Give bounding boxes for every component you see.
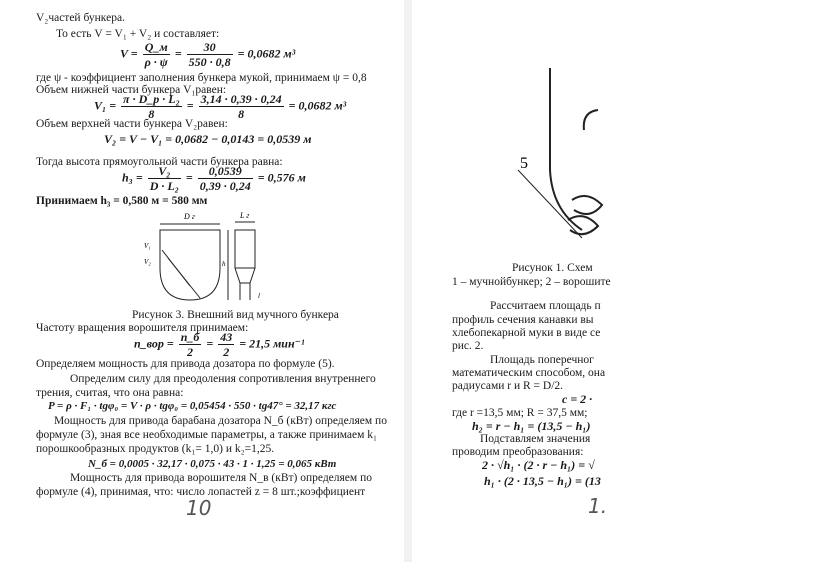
eq-den: 2 [223,345,230,359]
figure-label-5: 5 [520,155,528,172]
eq-den: 2 [187,345,194,359]
text-line: Мощность для привода ворошителя N_в (кВт) определяем по [70,472,372,484]
eq-lhs: h₃ = [122,170,143,185]
fig-label-v1: V₁ [144,242,151,250]
eq-result: = 21,5 мин⁻¹ [239,336,305,351]
eq-num: 43 [220,330,233,344]
text-line: Мощность для привода барабана дозатора N_б (кВт) определяем по [54,415,387,427]
eq-den: D · L₂ [149,179,179,193]
eq-result: = 0,0682 м³ [237,46,296,61]
text-line: Объем нижней части бункера V₁равен: [36,84,227,96]
eq-sign: = [206,336,214,351]
text-line: Определим силу для преодоления сопротивления внутреннего [70,373,376,385]
eq-den: ρ · ψ [144,55,168,69]
figure-caption: Рисунок 1. Схем [512,262,593,274]
text-line: формуле (4), принимая, что: число лопастей z = 8 шт.;коэффициент [36,486,366,498]
text-line: V₂частей бункера. [36,12,125,24]
text-line: трения, считая, что она равна: [36,387,184,399]
fig-label-v2: V₂ [144,258,151,266]
text-line: где r =13,5 мм; R = 37,5 мм; [452,407,588,419]
text-line: Принимаем h₃ = 0,580 м = 580 мм [36,195,208,207]
equation-sqrt: 2 · √h₁ · (2 · r − h₁) = √ [482,458,595,472]
text-line: проводим преобразования: [452,446,584,458]
eq-result: = 0,0682 м³ [288,98,347,113]
text-line: Площадь поперечног [490,354,594,366]
text-line: Частоту вращения ворошителя принимаем: [36,322,249,334]
equation-h1: h₁ · (2 · 13,5 − h₁) = (13 [484,474,601,488]
eq-num: n_б [180,330,200,344]
eq-den: 8 [148,107,155,121]
text-line: Тогда высота прямоугольной части бункера равна: [36,156,283,168]
text-line: Объем верхней части бункера V₂равен: [36,118,228,130]
eq-sign: = [174,46,182,61]
text-line: Рассчитаем площадь п [490,300,601,312]
text-line: радиусами r и R = D/2. [452,380,564,392]
eq-num: π · D_р · L₂ [123,92,180,106]
equation-force: P = ρ · F₁ · tgφ₀ = V · ρ · tgφ₀ = 0,05454 · 550 · tg47° = 32,17 кгс [48,400,337,412]
text-line: математическим способом, она [452,367,606,379]
machine-figure [512,60,816,260]
equation-h3 [122,164,306,193]
eq-den: 550 · 0,8 [188,55,231,69]
eq-lhs: V = [120,46,138,61]
page-number: 1. [588,494,608,518]
text-line: порошкообразных продуктов (k₁= 1,0) и k₂=1,25. [36,443,275,455]
figure-caption: Рисунок 3. Внешний вид мучного бункера [132,309,339,321]
text-line: где ψ - коэффициент заполнения бункера мукой, принимаем ψ = 0,8 [36,72,367,84]
eq-num: 3,14 · 0,39 · 0,24 [200,92,282,106]
eq-num: Q_м [143,40,170,55]
equation-nvor [134,330,305,359]
eq-den: 0,39 · 0,24 [199,179,251,193]
equation-h2: h₂ = r − h₁ = (13,5 − h₁) [472,419,591,433]
fig-label-l: L г [240,211,250,220]
page-number: 10 [186,496,212,520]
text-line: То есть V = V₁ + V₂ и составляет: [56,28,220,40]
fig-label-l2: l [258,292,260,300]
right-document-page [412,0,816,562]
eq-num: 30 [187,40,233,55]
equation-v1 [94,92,346,121]
eq-lhs: V₁ = [94,98,117,113]
text-line: Определяем мощность для привода дозатора по формуле (5). [36,358,335,370]
text-line: хлебопекарной муки в виде се [452,327,601,339]
fig-label-h: h [222,260,226,268]
eq-num: 0,0539 [198,164,253,179]
eq-num: V₂ [148,164,181,179]
equation-c: c = 2 · [562,392,593,406]
equation-volume [120,40,295,69]
eq-den: 8 [238,107,245,121]
eq-result: = 0,576 м [257,170,306,185]
text-line: формуле (3), зная все необходимые параметры, а также принимаем k₁ [36,429,378,441]
fig-label-d: D г [184,212,195,221]
eq-sign: = [186,98,194,113]
eq-lhs: n_вор = [134,336,174,351]
bunker-figure [140,208,280,308]
text-line: рис. 2. [452,340,484,352]
text-line: профиль сечения канавки вы [452,314,594,326]
equation-v2: V₂ = V − V₁ = 0,0682 − 0,0143 = 0,0539 м [104,132,312,146]
text-line: 1 – мучнойбункер; 2 – ворошите [452,276,611,288]
equation-nb: N_б = 0,0005 · 32,17 · 0,075 · 43 · 1 · 1,25 = 0,065 кВт [88,458,337,470]
eq-sign: = [185,170,193,185]
text-line: Подставляем значения [480,433,591,445]
